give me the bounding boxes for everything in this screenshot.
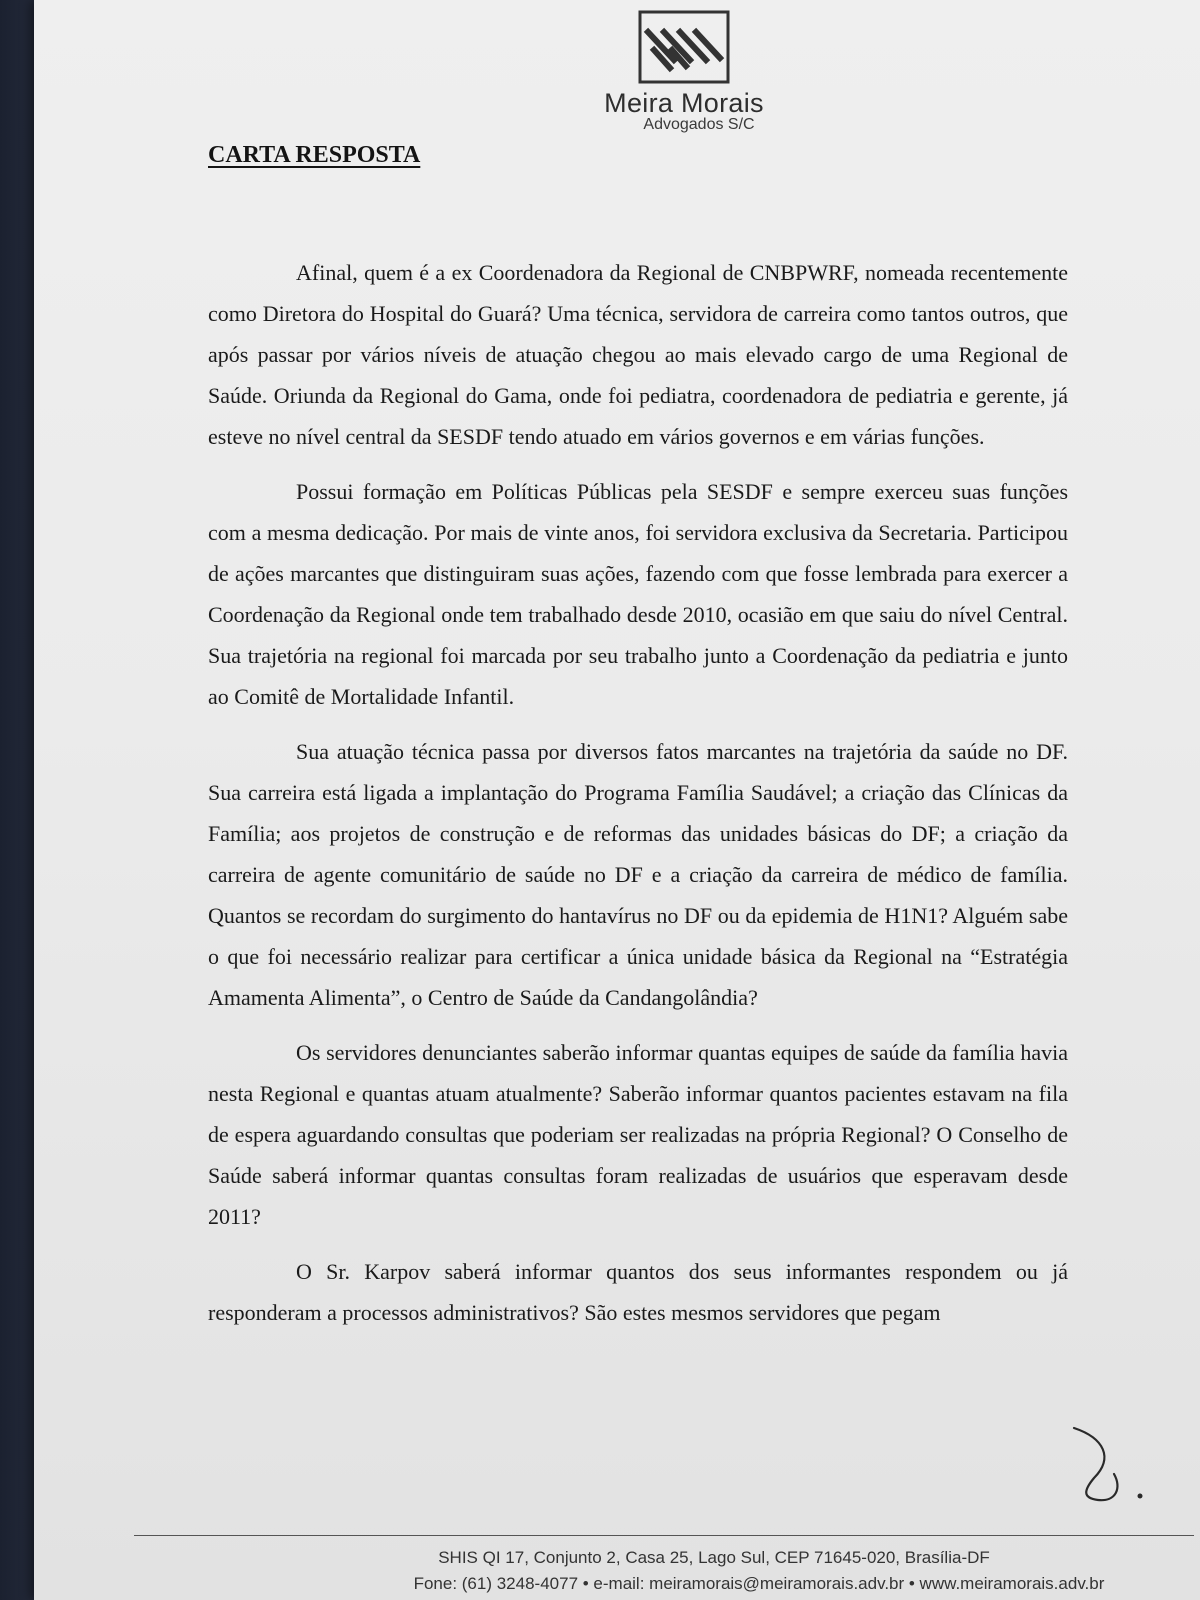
footer-divider	[134, 1535, 1194, 1536]
footer-contact: Fone: (61) 3248-4077 • e-mail: meiramorais@meiramorais.adv.br • www.meiramorais.adv.br	[413, 1574, 1105, 1593]
firm-name: Meira Morais	[604, 88, 764, 118]
firm-subtitle: Advogados S/C	[643, 116, 755, 133]
letter-body	[208, 252, 1068, 1347]
firm-logo	[574, 10, 794, 134]
paragraph-1: Afinal, quem é a ex Coordenadora da Regional de CNBPWRF, nomeada recentemente como Diretora do Hospital do Guará? Uma técnica, servidora de carreira como tantos outros, que após passar por vários níveis de atuação chegou ao mais elevado cargo de uma Regional de Saúde. Oriunda da Regional do Gama, onde foi pediatra, coordenadora de pediatria e gerente, já esteve no nível central da SESDF tendo atuado em vários governos e em várias funções.	[208, 260, 1068, 449]
paragraph-4: Os servidores denunciantes saberão informar quantas equipes de saúde da família havia nesta Regional e quantas atuam atualmente? Saberão informar quantos pacientes estavam na fila de espera aguardando consultas que poderiam ser realizadas na própria Regional? O Conselho de Saúde saberá informar quantas consultas foram realizadas de usuários que esperavam desde 2011?	[208, 1040, 1068, 1229]
document-title: CARTA RESPOSTA	[208, 142, 421, 168]
paragraph-2: Possui formação em Políticas Públicas pela SESDF e sempre exerceu suas funções com a mesma dedicação. Por mais de vinte anos, foi servidora exclusiva da Secretaria. Participou de ações marcantes que distinguiram suas ações, fazendo com que fosse lembrada para exercer a Coordenação da Regional onde tem trabalhado desde 2010, ocasião em que saiu do nível Central. Sua trajetória na regional foi marcada por seu trabalho junto a Coordenação da pediatria e junto ao Comitê de Mortalidade Infantil.	[208, 479, 1068, 709]
paragraph-5: O Sr. Karpov saberá informar quantos dos seus informantes respondem ou já responderam a processos administrativos? São estes mesmos servidores que pegam	[208, 1259, 1068, 1325]
signature-mark	[1064, 1418, 1154, 1508]
firm-emblem-icon	[638, 10, 730, 84]
letter-page	[34, 0, 1200, 1600]
footer-address: SHIS QI 17, Conjunto 2, Casa 25, Lago Sul, CEP 71645-020, Brasília-DF	[438, 1548, 990, 1567]
paragraph-3: Sua atuação técnica passa por diversos fatos marcantes na trajetória da saúde no DF. Sua carreira está ligada a implantação do Programa Família Saudável; a criação das Clínicas da Família; aos projetos de construção e de reformas das unidades básicas do DF; a criação da carreira de agente comunitário de saúde no DF e a criação da carreira de médico de família. Quantos se recordam do surgimento do hantavírus no DF ou da epidemia de H1N1? Alguém sabe o que foi necessário realizar para certificar a única unidade básica da Regional na “Estratégia Amamenta Alimenta”, o Centro de Saúde da Candangolândia?	[208, 739, 1068, 1010]
